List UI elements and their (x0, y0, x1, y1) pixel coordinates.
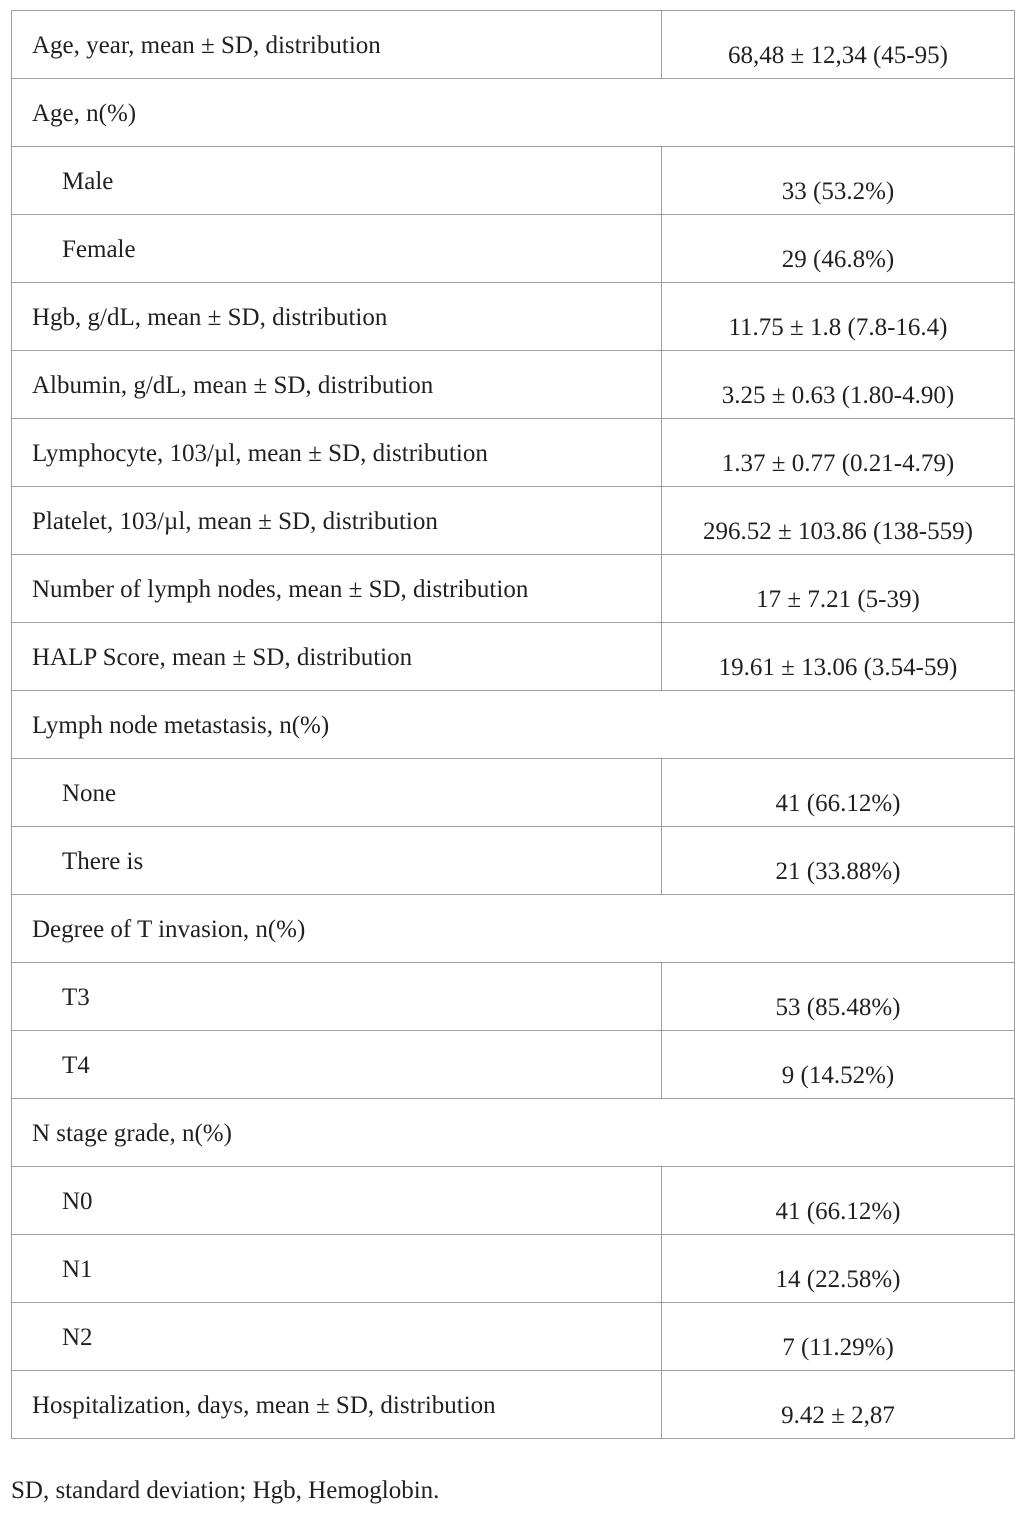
row-value: 9 (14.52%) (662, 1031, 1015, 1099)
row-value: 11.75 ± 1.8 (7.8-16.4) (662, 283, 1015, 351)
table-row (12, 283, 1015, 351)
row-value: 21 (33.88%) (662, 827, 1015, 895)
row-label: HALP Score, mean ± SD, distribution (12, 623, 662, 691)
row-label: Number of lymph nodes, mean ± SD, distribution (12, 555, 662, 623)
table-row (12, 147, 1015, 215)
table-row (12, 759, 1015, 827)
table-row (12, 827, 1015, 895)
section-header-row (12, 895, 1015, 963)
row-value: 14 (22.58%) (662, 1235, 1015, 1303)
row-label: Male (12, 147, 662, 215)
section-header-row (12, 1099, 1015, 1167)
row-label: Hospitalization, days, mean ± SD, distribution (12, 1371, 662, 1439)
table-row (12, 351, 1015, 419)
table-row (12, 1167, 1015, 1235)
table-footnote: SD, standard deviation; Hgb, Hemoglobin. (11, 1477, 440, 1504)
row-label: N0 (12, 1167, 662, 1235)
table-row (12, 11, 1015, 79)
table-row (12, 487, 1015, 555)
table-row (12, 1371, 1015, 1439)
section-header-row (12, 691, 1015, 759)
section-label: Age, n(%) (12, 79, 1015, 147)
table-row (12, 419, 1015, 487)
section-label: Degree of T invasion, n(%) (12, 895, 1015, 963)
section-label: Lymph node metastasis, n(%) (12, 691, 1015, 759)
row-label: T4 (12, 1031, 662, 1099)
row-value: 19.61 ± 13.06 (3.54-59) (662, 623, 1015, 691)
row-value: 7 (11.29%) (662, 1303, 1015, 1371)
table-row (12, 963, 1015, 1031)
row-label: Albumin, g/dL, mean ± SD, distribution (12, 351, 662, 419)
row-label: None (12, 759, 662, 827)
table-row (12, 1031, 1015, 1099)
row-label: Hgb, g/dL, mean ± SD, distribution (12, 283, 662, 351)
row-value: 41 (66.12%) (662, 1167, 1015, 1235)
row-value: 17 ± 7.21 (5-39) (662, 555, 1015, 623)
row-label: N2 (12, 1303, 662, 1371)
row-value: 296.52 ± 103.86 (138-559) (662, 487, 1015, 555)
section-label: N stage grade, n(%) (12, 1099, 1015, 1167)
row-label: Lymphocyte, 103/µl, mean ± SD, distribution (12, 419, 662, 487)
section-header-row (12, 79, 1015, 147)
row-label: N1 (12, 1235, 662, 1303)
patient-characteristics-table (11, 10, 1015, 1439)
row-value: 33 (53.2%) (662, 147, 1015, 215)
row-value: 29 (46.8%) (662, 215, 1015, 283)
row-value: 3.25 ± 0.63 (1.80-4.90) (662, 351, 1015, 419)
table-row (12, 1303, 1015, 1371)
table-body (12, 11, 1015, 1439)
row-value: 1.37 ± 0.77 (0.21-4.79) (662, 419, 1015, 487)
row-value: 68,48 ± 12,34 (45-95) (662, 11, 1015, 79)
row-label: There is (12, 827, 662, 895)
row-label: Age, year, mean ± SD, distribution (12, 11, 662, 79)
table-row (12, 623, 1015, 691)
row-label: T3 (12, 963, 662, 1031)
row-value: 41 (66.12%) (662, 759, 1015, 827)
table-row (12, 1235, 1015, 1303)
row-value: 9.42 ± 2,87 (662, 1371, 1015, 1439)
table-row (12, 555, 1015, 623)
table-container (11, 10, 1015, 1439)
row-label: Female (12, 215, 662, 283)
row-label: Platelet, 103/µl, mean ± SD, distribution (12, 487, 662, 555)
row-value: 53 (85.48%) (662, 963, 1015, 1031)
table-row (12, 215, 1015, 283)
